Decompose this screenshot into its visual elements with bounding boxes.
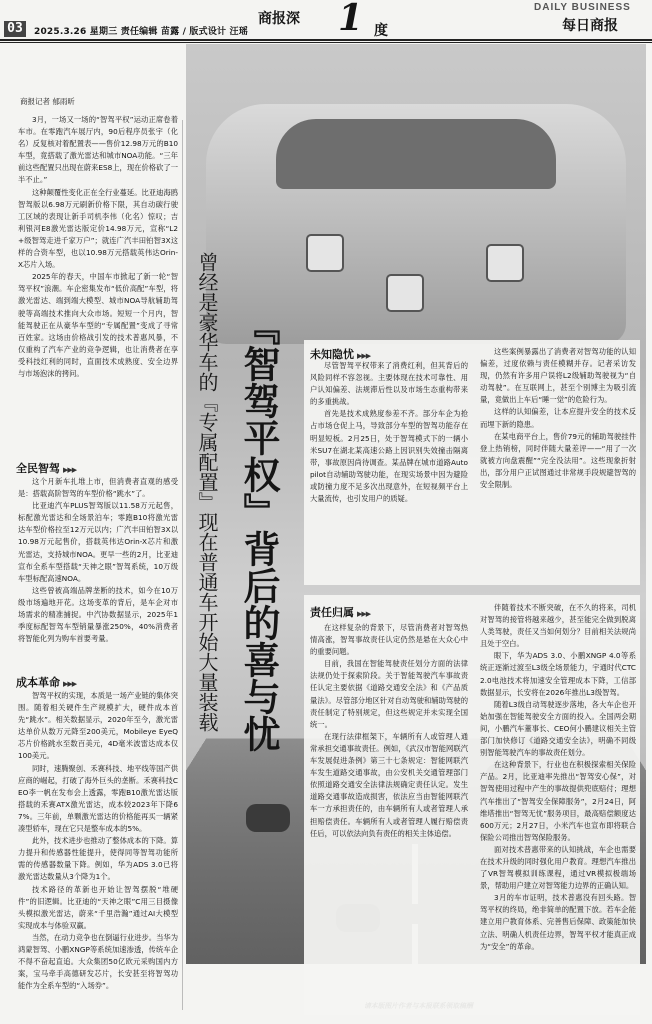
- page-number: 03: [4, 21, 26, 37]
- paragraph: 这个月新车扎堆上市，但消费者直观的感受是：搭载高阶智驾的车型价格“跳水”了。: [18, 477, 178, 499]
- section-text: [18, 690, 178, 992]
- section-text: [480, 602, 636, 953]
- arrow-icon: ▶▶▶: [357, 610, 371, 618]
- paragraph: 3月，一场又一场的“智驾平权”运动正席卷着车市。在零跑汽车展厅内，90后程序员张宇（化名）反复核对着配置表——售价12.98万元的B10车型，竟搭载了激光雷达和城市NOA功能。“三年前这些配置只出现在蔚来ES8上，现在价格砍了一半不止。”: [18, 115, 178, 185]
- paragraph: 在现行法律框架下，车辆所有人或管理人通常承担交通事故责任。例如，《武汉市智能网联汽车发展促进条例》第三十七条规定：智能网联汽车发生道路交通事故，由公安机关交通管理部门依照道路交通安全法律法规确定责任认定。发生道路交通事故造成损害，依法应当由智能网联汽车一方承担责任的，由车辆所有人或者管理人承担赔偿责任。车辆所有人或者管理人履行赔偿责任后，可以依法向负有责任的相关主体追偿。: [310, 731, 468, 838]
- car-icon: [246, 804, 290, 832]
- paragraph: 面对技术普惠带来的认知挑战，车企也需要在技术升级的同时强化用户教育。理想汽车推出了VR智驾模拟训练课程，通过VR模拟极端场景，帮助用户建立对智驾能力边界的正确认知。: [480, 844, 636, 891]
- arrow-icon: ▶▶▶: [357, 352, 371, 360]
- paragraph: 这样的认知偏差，让本应提升安全的技术反而埋下新的隐患。: [480, 407, 636, 429]
- paragraph: 随着L3级自动驾驶逐步落地，各大车企也开始加强在智能驾驶安全方面的投入。全国两会期间，小鹏汽车董事长、CEO何小鹏建议相关主管部门加快修订《道路交通安全法》，明确不同级别智能驾驶汽车的事故责任划分。: [480, 699, 636, 758]
- header-rule-thin: [0, 42, 652, 43]
- paragraph: 这些曾被高端品牌垄断的技术，如今在10万级市场遍地开花。这场变革的背后，是车企对市场需求的精准捕捉。中汽协数据显示，2025年1季度标配智驾车型销量暴涨250%，40%消费者将智能化列为购车首要考量。: [18, 585, 178, 644]
- header-rule: [0, 39, 652, 41]
- section-heading: [310, 604, 370, 620]
- section-heading-text: 责任归属: [310, 606, 354, 619]
- section-heading-text: 未知隐忧: [310, 348, 354, 361]
- paragraph: 智驾平权的实现，本质是一场产业链的集体突围。随着相关硬件生产规模扩大，硬件成本首先“跳水”。相关数据显示，2020年至今，激光雷达单价从数万元降至200美元，Mobileye EyeQ芯片价格跳水至数百美元，4D毫米波雷达成本仅100美元。: [18, 691, 178, 761]
- chip-icon: [386, 274, 424, 312]
- column-divider: [182, 120, 183, 1010]
- newspaper-name: 每日商报: [562, 18, 618, 34]
- paragraph: 伴随着技术不断突破，在不久的将来，司机对智驾的接管将越来越少，甚至能完全做到脱离人类驾驶，责任又当如何划分？目前相关法规尚且处于空白。: [480, 603, 636, 649]
- paragraph: 当然，在动力竞争也在倒逼行业进步。当华为鸿蒙智驾、小鹏XNGP等系统加速渗透，传统车企不得不奋起直追。大众集团50亿欧元采购国内方案，宝马牵手高德研发芯片，长安甚至将智驾功能作为全系车型的“入场券”。: [18, 932, 178, 991]
- chip-icon: [486, 244, 524, 282]
- paragraph: 目前，我国在智能驾驶责任划分方面的法律法规仍处于探索阶段。关于智能驾驶汽车事故责任认定主要依据《道路交通安全法》和《产品质量法》。尽管部分地区针对自动驾驶和辅助驾驶的责任制定了特别规定，但这些规定并未实现全国统一。: [310, 659, 468, 729]
- section-text: [18, 476, 178, 645]
- paragraph: 眼下，华为ADS 3.0、小鹏XNGP 4.0等系统正逐渐过渡至L3级全场景能力，宇通时代CTC2.0电池技术将加速安全管理成本下降，工信部数据显示，长安将在2026年推出L3级智驾。: [480, 651, 636, 697]
- brand-number: 1: [338, 0, 364, 39]
- byline: 商报记者 郁雨昕: [20, 97, 75, 106]
- brand-right: 度: [374, 23, 388, 39]
- page-header: [0, 0, 652, 40]
- paragraph: 同时，速腾聚创、禾赛科技、地平线等国产供应商的崛起，打破了海外巨头的垄断。禾赛科技CEO李一帆在发布会上透露，零跑B10激光雷达版搭载的禾赛ATX激光雷达，成本较2023年下降67%。三年前，单颗激光雷达的价格能再买一辆紧凑型轿车，现在它只是整车成本的5%。: [18, 763, 178, 834]
- section-heading-text: 成本革命: [16, 676, 60, 689]
- chip-icon: [306, 234, 344, 272]
- column-brand: [258, 2, 398, 40]
- section-heading-text: 全民智驾: [16, 462, 60, 475]
- section-heading: [16, 674, 76, 690]
- arrow-icon: ▶▶▶: [63, 680, 77, 688]
- paragraph: 技术路径的革新也开始让智驾摆脱“堆硬件”的旧逻辑。比亚迪的“天神之眼”C用三目摄像头模拟激光雷达，蔚来“千里浩瀚”通过AI大模型实现成本与体验双赢。: [18, 884, 178, 930]
- section-text: [310, 360, 468, 505]
- paragraph: 这些案例暴露出了消费者对智驾功能的认知偏差，过度依赖与责任模糊并存。记者采访发现，仍然有许多用户误将L2级辅助驾驶视为“自动驾驶”。在互联网上，甚至个别博主为吸引流量，竟做出上车后“睡一觉”的危险行为。: [480, 347, 636, 405]
- paragraph: 尽管智驾平权带来了消费红利，但其背后的风险同样不容忽视。主要体现在技术可靠性、用户认知偏差、法规滞后性以及市场生态重构带来的多重挑战。: [310, 361, 468, 407]
- section-heading: [16, 460, 76, 476]
- brand-left: 商报深: [258, 11, 300, 27]
- paragraph: 2025年的春天，中国车市掀起了新一轮“智驾平权”浪潮。车企密集发布“低价高配”车型，将激光雷达、端到端大模型、城市NOA导航辅助驾驶等高端技术推向大众市场。短短一个月内，智能驾驶正在从豪华车型的“专属配置”变成了寻常百姓家。这场由价格战引发的技术普惠风暴，不仅重构了汽车产业的竞争逻辑，也让消费者在享受科技红利的同时，直面技术成熟度、安全边界与市场泡沫的拷问。: [18, 272, 178, 378]
- issue-meta: 2025.3.26 星期三 责任编辑 苗露 / 版式设计 汪瑶: [34, 27, 248, 37]
- intro-text: [18, 114, 178, 380]
- section-text: [480, 346, 636, 491]
- section-text: [310, 622, 468, 840]
- paragraph: 比亚迪汽车PLUS智驾版以11.58万元起售，标配激光雷达和全场景泊车；零跑B10将激光雷达车型价格拉至12万元以内；广汽丰田铂智3X以10.98万元起售价，搭载英伟达Orin-X芯片和激光雷达，支持城市NOA。更早一些的2月，比亚迪宣布全系车型搭载“天神之眼”智驾系统，10万级车型标配高速NOA。: [18, 501, 178, 583]
- paragraph: 3月的车市证明，技术普惠没有回头路。智驾平权的终局，绝非简单的配置下放。若车企能建立用户教育体系、完善售后保障、政策能加快立法、明确人机责任边界，智驾平权才能真正成为“安全”的革命。: [480, 893, 636, 951]
- paragraph: 在这样复杂的背景下，尽管消费者对智驾热情高涨，智驾事故责任认定仍然是悬在大众心中的重要问题。: [310, 623, 468, 657]
- paragraph: 此外，技术进步也推动了整体成本的下降。算力提升和传感器性能提升，使得同等智驾功能所需的传感器数量下降。例如，华为ADS 3.0已将激光雷达数量从3个降为1个。: [18, 836, 178, 882]
- paragraph: 在这种背景下，行业也在积极探索相关保险产品。2月，比亚迪率先推出“智驾安心保”，对智驾使用过程中产生的事故提供兜底赔付；理想汽车推出了“智驾安全保障服务”，2月24日，阿维塔推出“智驾无忧”服务项目，最高赔偿额度达600万元；2月27日，小米汽车也宣布即将联合保险公司推出智驾保险服务。: [480, 760, 636, 842]
- headline-title: 『智驾平权』背后的喜与忧: [237, 308, 280, 752]
- paragraph: 首先是技术成熟度参差不齐。部分车企为抢占市场仓促上马，导致部分车型的智驾功能存在明显短板。2月25日，处于智驾模式下的一辆小米SU7在湖北某高速公路上因识别失效撞击隔离带，事故原因尚待调查。某品牌在城市道路Autopilot自动辅助驾驶功能，在现实场景中因为避险或防撞力度不足多次出现意外，在短视频平台上大量流传，也引发用户的质疑。: [310, 409, 468, 504]
- paragraph: 这种颠覆性变化正在全行业蔓延。比亚迪海鸥智驾版以6.98万元刷新价格下限，其自动碳行驶工区域的表现让新手司机李伟（化名）惊叹；吉利银河E8激光雷达版定价14.98万元，宣称“L2+级智驾走进千家万户”；就连广汽丰田铂智3X这样的合资车型，也以10.98万元搭载英伟达Orin-X芯片入场。: [18, 187, 178, 270]
- daily-business-label: DAILY BUSINESS: [534, 2, 631, 13]
- arrow-icon: ▶▶▶: [63, 466, 77, 474]
- headline-subtitle: 曾经是豪华车的『专属配置』现在普通车开始大量装载: [195, 252, 219, 732]
- windshield-shape: [276, 119, 556, 189]
- paragraph: 在某电商平台上，售价79元的辅助驾驶挂件登上热销榜，同时伴随大量差评——“用了一次就被方向盘震醒”“完全没法用”。这些现象折射出，部分用户正试图通过非常规手段规避智驾的安全限制。: [480, 431, 636, 490]
